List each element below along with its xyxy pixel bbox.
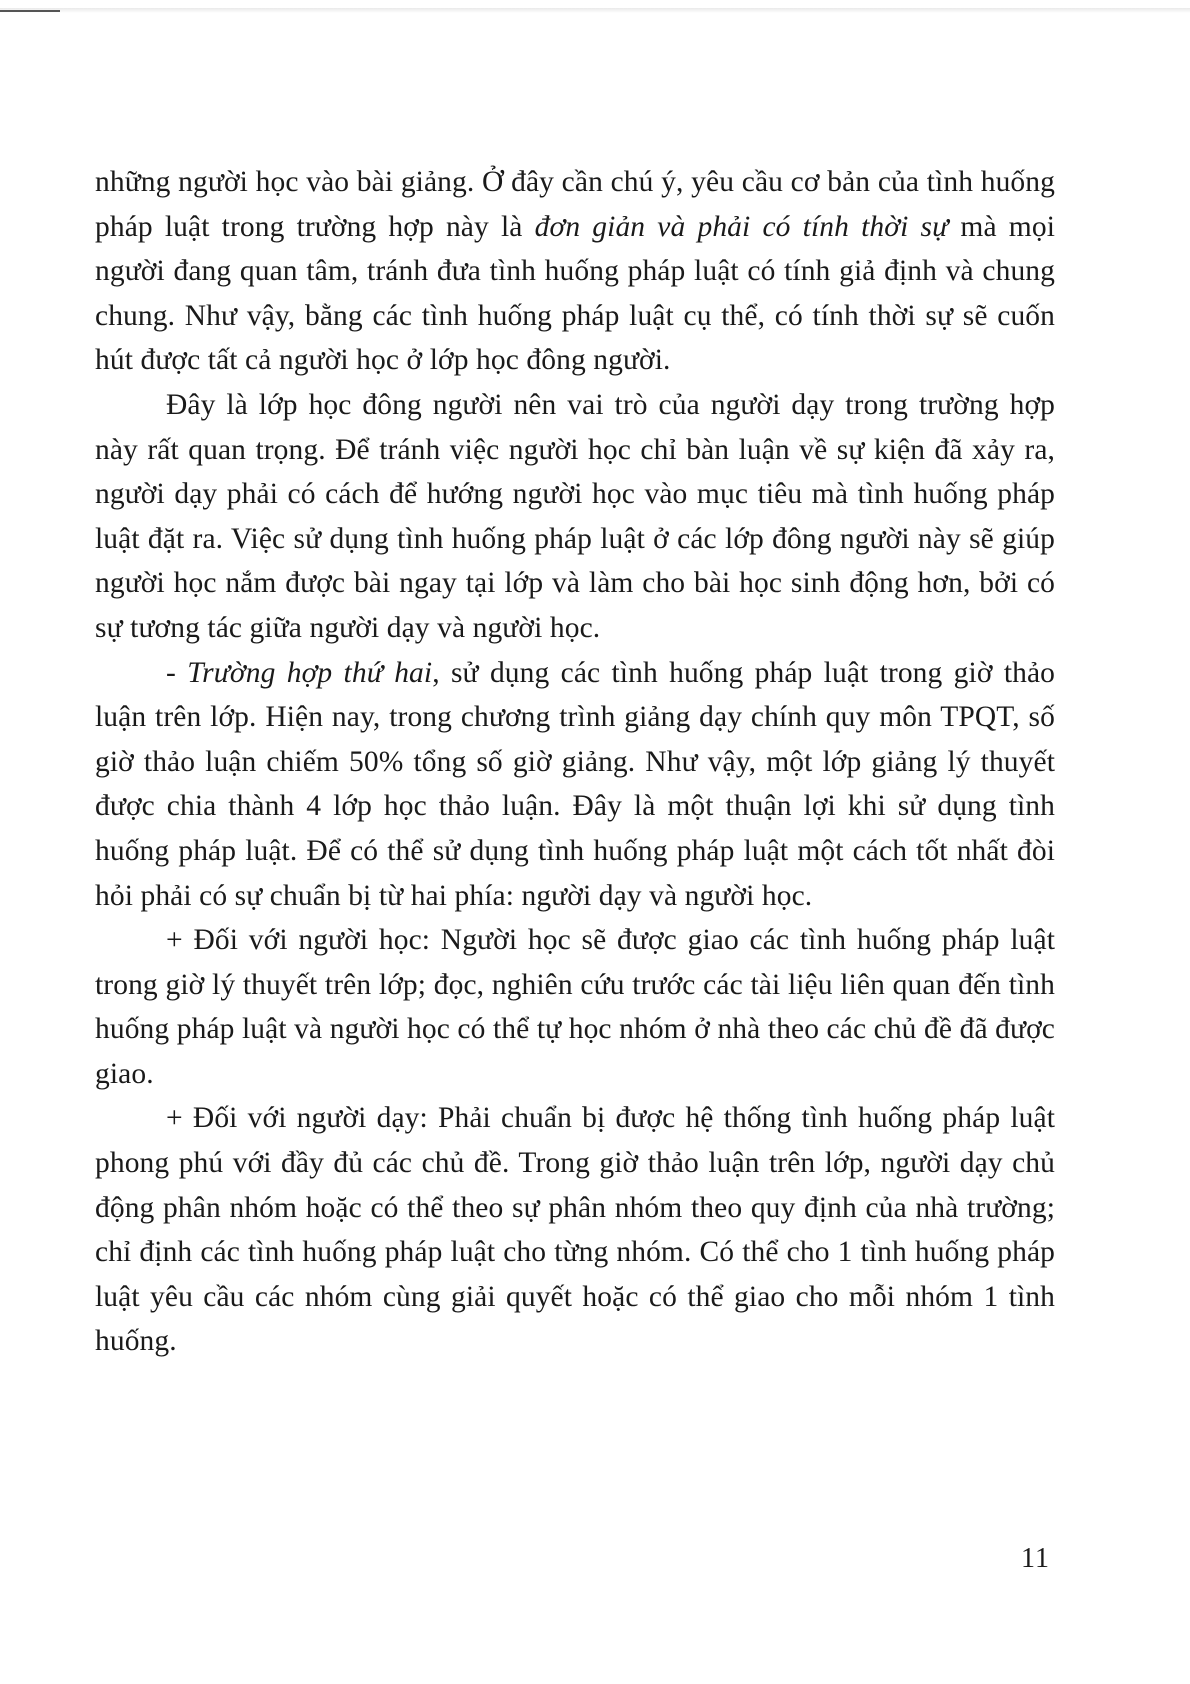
paragraph-1 — [95, 160, 1055, 383]
text-segment: + Đối với người dạy: Phải chuẩn bị được hệ thống tình huống pháp luật phong phú với đầy đủ các chủ đề. Trong giờ thảo luận trên lớp, người dạy chủ động phân nhóm hoặc có thể theo sự phân nhóm theo quy định của nhà trường; chỉ định các tình huống pháp luật cho từng nhóm. Có thể cho 1 tình huống pháp luật yêu cầu các nhóm cùng giải quyết hoặc có thể giao cho mỗi nhóm 1 tình huống. — [95, 1102, 1055, 1358]
italic-segment: Trường hợp thứ hai — [187, 656, 433, 689]
text-segment: mà mọi người đang quan tâm, tránh đưa tình huống pháp luật có tính giả định và chung chung. Như vậy, bằng các tình huống pháp luật cụ thể, có tính thời sự sẽ cuốn hút được tất cả người học ở lớp học đông người. — [95, 210, 1055, 377]
page-body — [95, 160, 1055, 1364]
text-segment: , sử dụng các tình huống pháp luật trong giờ thảo luận trên lớp. Hiện nay, trong chương trình giảng dạy chính quy môn TPQT, số giờ thảo luận chiếm 50% tổng số giờ giảng. Như vậy, một lớp giảng lý thuyết được chia thành 4 lớp học thảo luận. Đây là một thuận lợi khi sử dụng tình huống pháp luật. Để có thể sử dụng tình huống pháp luật một cách tốt nhất đòi hỏi phải có sự chuẩn bị từ hai phía: người dạy và người học. — [95, 656, 1056, 912]
paragraph-5 — [95, 1096, 1055, 1364]
text-segment: + Đối với người học: Người học sẽ được giao các tình huống pháp luật trong giờ lý thuyết trên lớp; đọc, nghiên cứu trước các tài liệu liên quan đến tình huống pháp luật và người học có thể tự học nhóm ở nhà theo các chủ đề đã được giao. — [95, 924, 1055, 1090]
text-segment: những người học vào bài giảng. Ở đây cần chú ý, yêu cầu cơ bản của tình huống pháp luật trong trường hợp này là — [95, 166, 1055, 243]
paragraph-3 — [95, 651, 1055, 919]
paragraph-2 — [95, 383, 1055, 651]
page-number: 11 — [1021, 1543, 1050, 1574]
italic-segment: đơn giản và phải có tính thời sự — [534, 210, 949, 243]
text-segment: - — [166, 656, 188, 689]
text-segment: Đây là lớp học đông người nên vai trò của người dạy trong trường hợp này rất quan trọng. Để tránh việc người học chỉ bàn luận về sự kiện đã xảy ra, người dạy phải có cách để hướng người học vào mục tiêu mà tình huống pháp luật đặt ra. Việc sử dụng tình huống pháp luật ở các lớp đông người này sẽ giúp người học nắm được bài ngay tại lớp và làm cho bài học sinh động hơn, bởi có sự tương tác giữa người dạy và người học. — [95, 388, 1055, 644]
top-edge-mark — [0, 10, 60, 12]
top-scan-edge — [0, 8, 1190, 13]
paragraph-4 — [95, 918, 1055, 1096]
